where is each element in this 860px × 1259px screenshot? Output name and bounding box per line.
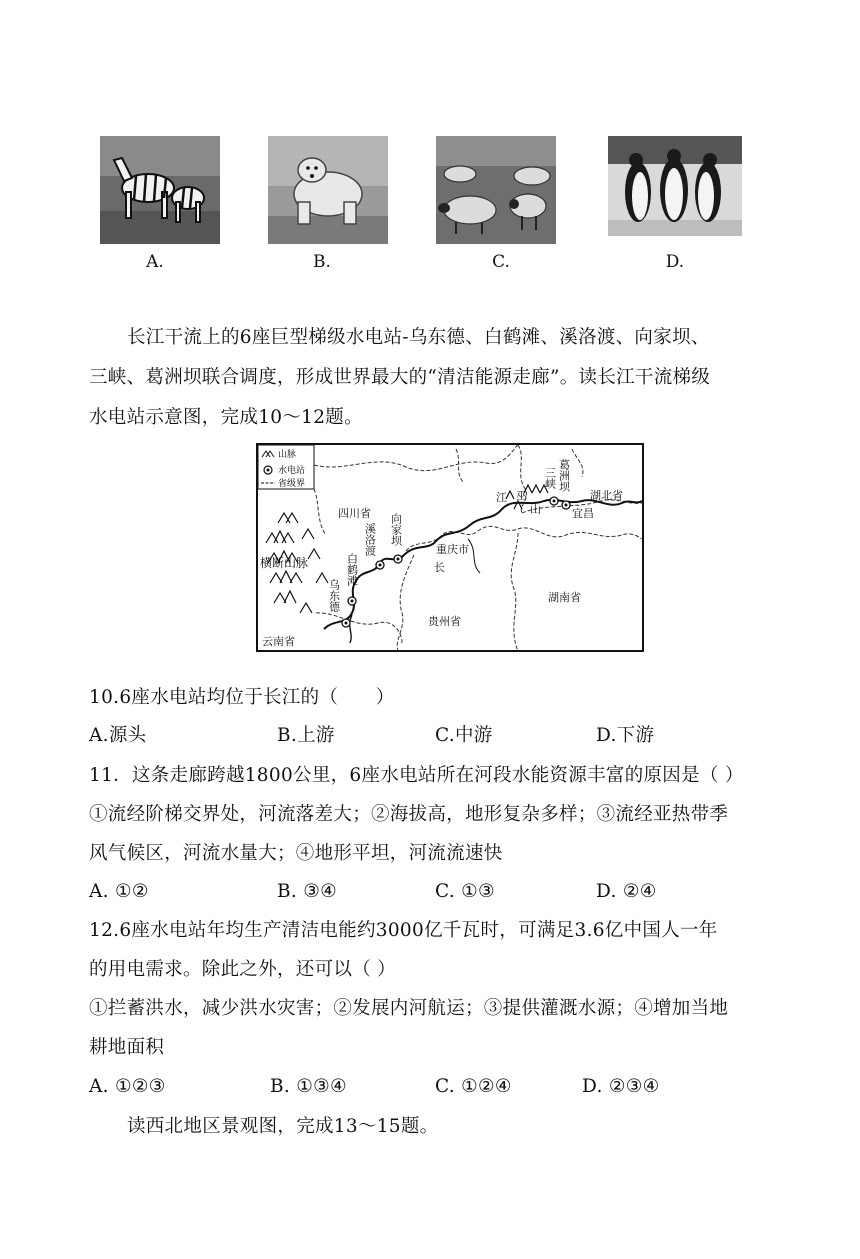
legend-station: 水电站 bbox=[278, 466, 306, 476]
station-gezhouba-icon bbox=[562, 501, 570, 509]
photo-label-c: C. bbox=[492, 252, 510, 272]
station-wudongde-icon bbox=[342, 619, 350, 627]
label-chang: 长 bbox=[434, 561, 445, 574]
q11-option-d[interactable]: D. ②④ bbox=[596, 881, 657, 902]
intro-line-2: 三峡、葛洲坝联合调度，形成世界最大的“清洁能源走廊”。读长江干流梯级 bbox=[89, 367, 711, 388]
yangtze-hydropower-map bbox=[256, 443, 644, 652]
polar-bear-photo bbox=[268, 136, 388, 244]
label-xiangjiaba: 向家坝 bbox=[389, 513, 403, 546]
label-chongqing: 重庆市 bbox=[436, 543, 469, 556]
q11-option-b[interactable]: B. ③④ bbox=[277, 881, 338, 902]
label-baihetan: 白鹤滩 bbox=[345, 553, 359, 586]
label-wu: 巫 bbox=[516, 489, 527, 502]
label-jiang: 江 bbox=[496, 491, 507, 504]
label-wudongde: 乌东德 bbox=[327, 579, 341, 612]
q12-line-4: 耕地面积 bbox=[89, 1037, 165, 1058]
sheep-photo bbox=[436, 136, 556, 244]
q12-option-a[interactable]: A. ①②③ bbox=[89, 1076, 166, 1097]
label-hunan: 湖南省 bbox=[548, 591, 581, 604]
q10-option-c[interactable]: C.中游 bbox=[435, 725, 493, 746]
q10-option-d[interactable]: D.下游 bbox=[596, 725, 655, 746]
legend-mountain: 山脉 bbox=[278, 450, 297, 460]
station-xiangjiaba-icon bbox=[394, 555, 402, 563]
q12-line-3: ①拦蓄洪水，减少洪水灾害；②发展内河航运；③提供灌溉水源；④增加当地 bbox=[89, 998, 729, 1019]
label-sanxia: 三峡 bbox=[543, 467, 557, 489]
label-xiluodu: 溪洛渡 bbox=[363, 523, 377, 556]
q12-option-c[interactable]: C. ①②④ bbox=[435, 1076, 512, 1097]
intro-line-3: 水电站示意图，完成10～12题。 bbox=[89, 407, 363, 428]
legend-border: 省级界 bbox=[278, 479, 306, 489]
q11-option-c[interactable]: C. ①③ bbox=[435, 881, 495, 902]
label-hubei: 湖北省 bbox=[590, 489, 623, 502]
intro-line-1: 长江干流上的6座巨型梯级水电站-乌东德、白鹤滩、溪洛渡、向家坝、 bbox=[127, 327, 710, 348]
q12-stem: 12.6座水电站年均生产清洁电能约3000亿千瓦时，可满足3.6亿中国人一年 bbox=[89, 920, 718, 941]
q10-stem: 10.6座水电站均位于长江的（ ） bbox=[89, 687, 395, 708]
station-sanxia-icon bbox=[550, 497, 558, 505]
label-yichang: 宜昌 bbox=[572, 507, 594, 520]
q11-line-3: 风气候区，河流水量大；④地形平坦，河流流速快 bbox=[89, 843, 503, 864]
next-section-intro: 读西北地区景观图，完成13～15题。 bbox=[127, 1116, 439, 1137]
q11-option-a[interactable]: A. ①② bbox=[89, 881, 149, 902]
q12-option-b[interactable]: B. ①③④ bbox=[270, 1076, 347, 1097]
label-sichuan: 四川省 bbox=[338, 507, 371, 520]
photo-options bbox=[0, 136, 860, 276]
label-shan: 山 bbox=[530, 503, 541, 516]
label-guizhou: 贵州省 bbox=[428, 615, 461, 628]
photo-label-a: A. bbox=[146, 252, 164, 272]
zebra-photo bbox=[100, 136, 220, 244]
q11-line-2: ①流经阶梯交界处，河流落差大；②海拔高，地形复杂多样；③流经亚热带季 bbox=[89, 804, 729, 825]
q12-option-d[interactable]: D. ②③④ bbox=[582, 1076, 660, 1097]
photo-label-d: D. bbox=[665, 252, 685, 272]
label-hengduan: 横断山脉 bbox=[260, 556, 309, 570]
station-xiluodu-icon bbox=[376, 561, 384, 569]
station-baihetan-icon bbox=[348, 597, 356, 605]
q10-option-b[interactable]: B.上游 bbox=[277, 725, 335, 746]
q11-stem: 11．这条走廊跨越1800公里，6座水电站所在河段水能资源丰富的原因是（ ） bbox=[89, 765, 744, 786]
q12-line-2: 的用电需求。除此之外，还可以（ ） bbox=[89, 959, 396, 980]
penguin-photo bbox=[608, 136, 742, 236]
q10-option-a[interactable]: A.源头 bbox=[89, 725, 147, 746]
label-yunnan: 云南省 bbox=[262, 635, 295, 648]
label-gezhouba: 葛洲坝 bbox=[557, 459, 571, 492]
photo-label-b: B. bbox=[313, 252, 331, 272]
